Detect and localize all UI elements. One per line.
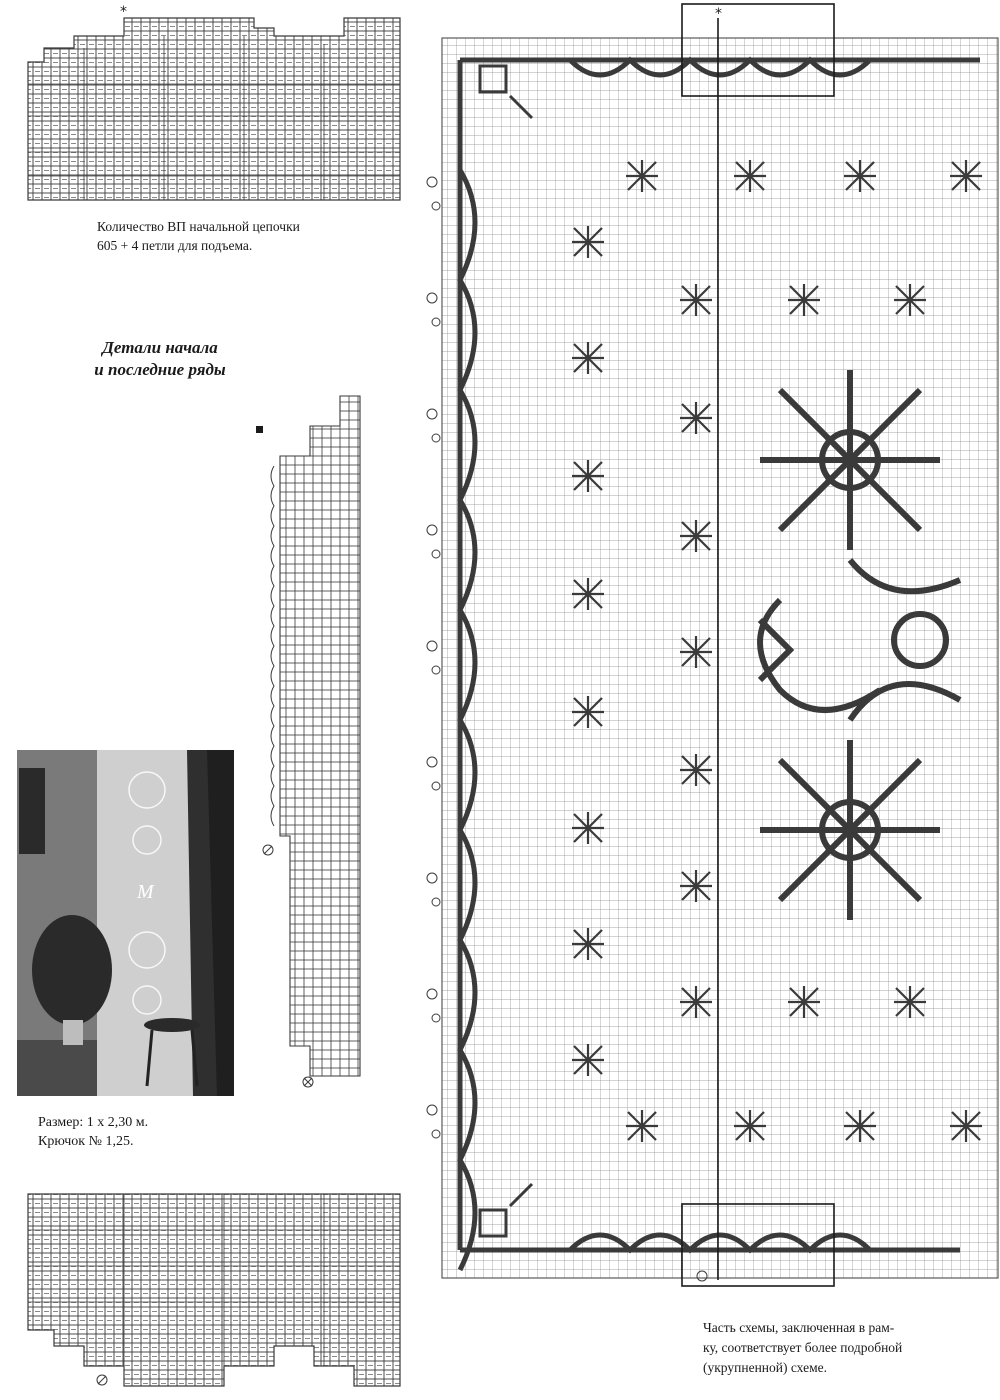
main-filet-chart — [420, 0, 1000, 1290]
start-mark-symbol: * — [120, 4, 127, 20]
section-heading — [60, 337, 260, 381]
curtain-photo-illustration — [17, 750, 234, 1096]
size-spec: Размер: 1 х 2,30 м. — [38, 1115, 149, 1130]
last-rows-detail-chart — [24, 1190, 410, 1390]
start-rows-detail-chart — [24, 4, 410, 204]
frame-note-line-1: Часть схемы, заключенная в рам- — [703, 1320, 895, 1335]
hook-spec: Крючок № 1,25. — [38, 1134, 134, 1149]
side-edge-detail-chart — [250, 366, 370, 1096]
frame-note-line-3: (укрупненной) схеме. — [703, 1360, 827, 1375]
chain-count-caption — [97, 217, 357, 255]
specs-block — [38, 1113, 258, 1151]
frame-note-line-2: ку, соответствует более подробной — [703, 1340, 903, 1355]
curtain-photo — [17, 750, 234, 1096]
chain-count-line-1: Количество ВП начальной цепочки — [97, 219, 300, 234]
section-heading-line-1: Детали начала — [102, 338, 218, 357]
section-heading-line-2: и последние ряды — [94, 360, 226, 379]
photo-monogram: M — [137, 881, 154, 903]
frame-explanation-note — [703, 1318, 973, 1378]
chain-count-line-2: 605 + 4 петли для подъема. — [97, 238, 253, 253]
frame-start-mark: * — [715, 6, 722, 22]
